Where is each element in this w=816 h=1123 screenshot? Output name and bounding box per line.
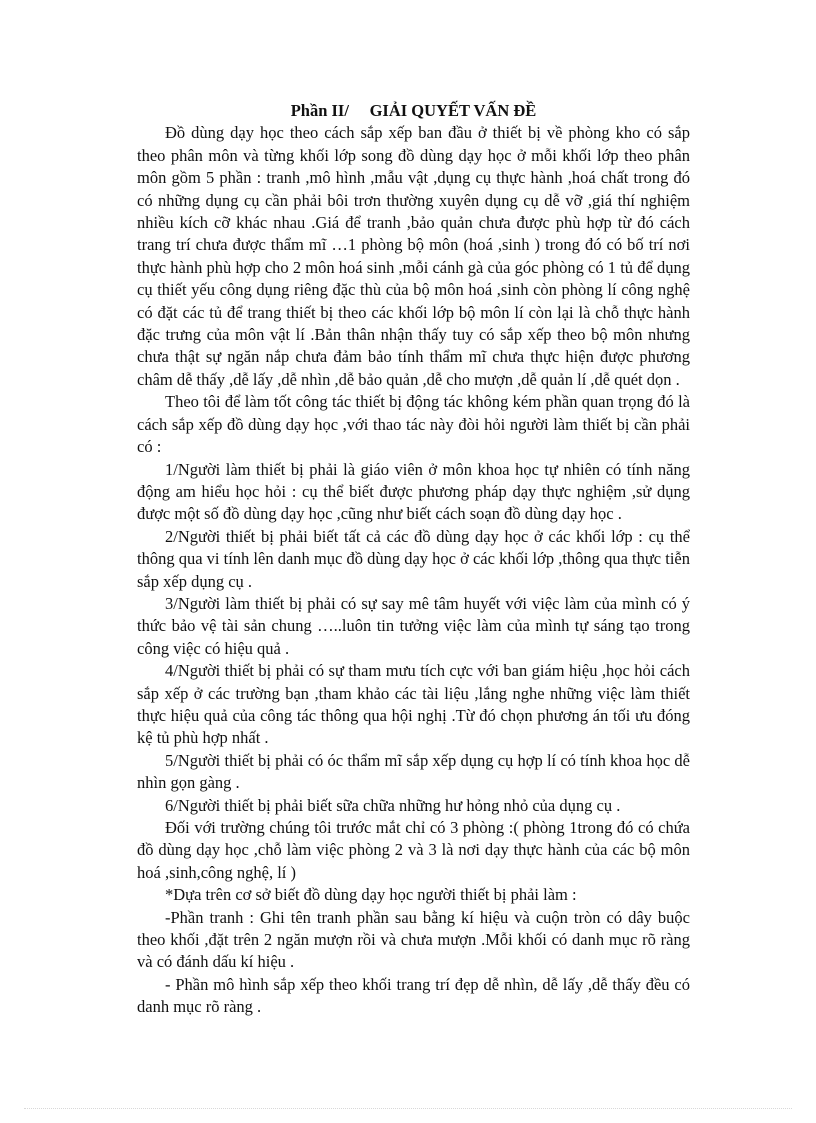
paragraph-basis: *Dựa trên cơ sở biết đồ dùng dạy học người thiết bị phải làm : <box>165 885 577 905</box>
paragraph-item-1: 1/Người làm thiết bị phải là giáo viên ở môn khoa học tự nhiên có tính năng động am hiểu học hỏi : cụ thể biết được phương pháp dạy thực nghiệm ,sử dụng được một số đồ dùng dạy học ,cũng như biết cách soạn đồ dùng dạy học . <box>137 459 690 524</box>
paragraph-models: - Phần mô hình sắp xếp theo khối trang trí đẹp dễ nhìn, dễ lấy ,dễ thấy đều có danh mục rõ ràng . <box>137 974 690 1017</box>
document-body <box>137 100 690 1019</box>
heading-part: Phần II/ <box>290 101 349 120</box>
paragraph-item-6: 6/Người thiết bị phải biết sữa chữa những hư hỏng nhỏ của dụng cụ . <box>165 795 621 815</box>
paragraph-item-5: 5/Người thiết bị phải có óc thẩm mĩ sắp xếp dụng cụ hợp lí có tính khoa học dễ nhìn gọn gàng . <box>137 750 690 793</box>
paragraph-intro: Đồ dùng dạy học theo cách sắp xếp ban đầu ở thiết bị về phòng kho có sắp theo phân môn và từng khối lớp song đồ dùng dạy học ở mỗi khối lớp theo phân môn gồm 5 phần : tranh ,mô hình ,mẫu vật ,dụng cụ thực hành ,hoá chất trong đó có những dụng cụ cần phải bôi trơn thường xuyên dụng cụ dễ vỡ ,giá thí nghiệm nhiều kích cỡ khác nhau .Giá để tranh ,bảo quản chưa được phù hợp từ đó cách trang trí chưa được thẩm mĩ …1 phòng bộ môn (hoá ,sinh ) trong đó có bố trí nơi thực hành phù hợp cho 2 môn hoá sinh ,mỗi cánh gà của góc phòng có 1 tủ để dụng cụ thiết yếu công dụng riêng đặc thù của bộ môn hoá ,sinh còn phòng lí công nghệ có đặt các tủ để trang thiết bị theo các khối lớp bộ môn lí còn lại là chỗ thực hành đặc trưng của môn vật lí .Bản thân nhận thấy tuy có sắp xếp theo bộ môn nhưng chưa thật sự ngăn nắp chưa đảm bảo tính thẩm mĩ chưa thực hiện được phương châm dễ thấy ,dễ lấy ,dễ nhìn ,dễ bảo quản ,dễ cho mượn ,dễ quản lí ,dễ quét dọn . <box>137 123 690 389</box>
paragraph-item-2: 2/Người thiết bị phải biết tất cả các đồ dùng dạy học ở các khối lớp : cụ thể thông qua vi tính lên danh mục đồ dùng dạy học ở các khối lớp ,thông qua thực tiễn sắp xếp dụng cụ . <box>137 526 690 591</box>
paragraph-requirements: Theo tôi để làm tốt công tác thiết bị động tác không kém phần quan trọng đó là cách sắp xếp đồ dùng dạy học ,với thao tác này đòi hỏi người làm thiết bị cần phải có : <box>137 392 690 457</box>
page-bottom-divider <box>24 1108 792 1109</box>
section-heading <box>137 100 690 122</box>
paragraph-item-4: 4/Người thiết bị phải có sự tham mưu tích cực với ban giám hiệu ,học hỏi cách sắp xếp ở các trường bạn ,tham khảo các tài liệu ,lắng nghe những việc làm thiết thực hiệu quả của công tác thông qua hội nghị .Từ đó chọn phương án tối ưu đóng kệ tủ phù hợp nhất . <box>137 661 690 748</box>
heading-title: GIẢI QUYẾT VẤN ĐỀ <box>369 101 537 120</box>
paragraph-item-3: 3/Người làm thiết bị phải có sự say mê tâm huyết với việc làm của mình có ý thức bảo vệ tài sản chung …..luôn tin tưởng việc làm của mình tự sáng tạo trong công việc có hiệu quả . <box>137 593 690 658</box>
paragraph-pictures: -Phần tranh : Ghi tên tranh phần sau bằng kí hiệu và cuộn tròn có dây buộc theo khối ,đặt trên 2 ngăn mượn rồi và chưa mượn .Mỗi khối có danh mục rõ ràng và có đánh dấu kí hiệu . <box>137 907 690 972</box>
paragraph-rooms: Đối với trường chúng tôi trước mắt chỉ có 3 phòng :( phòng 1trong đó có chứa đồ dùng dạy học ,chỗ làm việc phòng 2 và 3 là nơi dạy thực hành của các bộ môn hoá ,sinh,công nghệ, lí ) <box>137 818 690 882</box>
